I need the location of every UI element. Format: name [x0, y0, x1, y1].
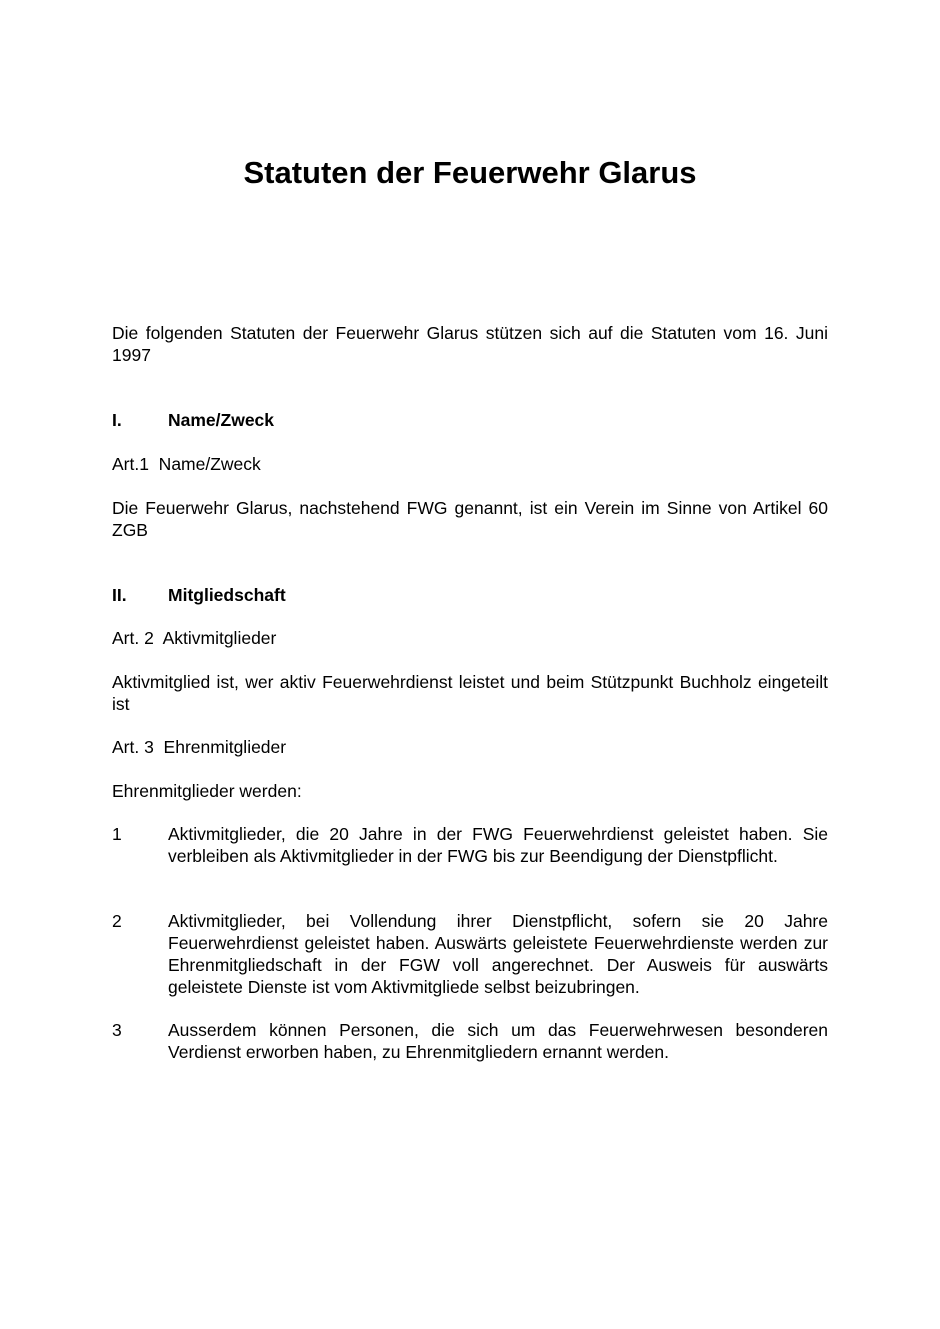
list-item: [112, 1019, 828, 1063]
section-heading-1: [112, 409, 828, 431]
article-text-1: Die Feuerwehr Glarus, nachstehend FWG genannt, ist ein Verein im Sinne von Artikel 60 ZGB: [112, 498, 828, 540]
list-item-text: Aktivmitglieder, bei Vollendung ihrer Dienstpflicht, sofern sie 20 Jahre Feuerwehrdienst geleistet haben. Auswärts geleistete Feuerwehrdienste werden zur Ehrenmitgliedschaft in der FGW voll angerechnet. Der Ausweis für auswärts geleistete Dienste ist vom Aktivmitgliede selbst beizubringen.: [168, 911, 828, 997]
article-label-3: Art. 3 Ehrenmitglieder: [112, 737, 287, 757]
section-heading-2: [112, 584, 828, 606]
section-title: Mitgliedschaft: [168, 585, 286, 605]
list-item-text: Ausserdem können Personen, die sich um das Feuerwehrwesen besonderen Verdienst erworben haben, zu Ehrenmitgliedern ernannt werden.: [168, 1020, 828, 1062]
section-number: II.: [112, 585, 127, 605]
list-item: [112, 910, 828, 998]
section-title: Name/Zweck: [168, 410, 275, 430]
article-text-3: Ehrenmitglieder werden:: [112, 781, 302, 801]
article-label-1: Art.1 Name/Zweck: [112, 454, 261, 474]
document-title: Statuten der Feuerwehr Glarus: [243, 155, 697, 190]
list-item-text: Aktivmitglieder, die 20 Jahre in der FWG Feuerwehrdienst geleistet haben. Sie verbleiben als Aktivmitglieder in der FWG bis zur Beendigung der Dienstpflicht.: [168, 824, 828, 866]
list-item-number: 3: [112, 1020, 122, 1040]
list-item-number: 1: [112, 824, 122, 844]
article-text-2: Aktivmitglied ist, wer aktiv Feuerwehrdienst leistet und beim Stützpunkt Buchholz eingeteilt ist: [112, 672, 828, 714]
article-label-2: Art. 2 Aktivmitglieder: [112, 628, 277, 648]
list-item-number: 2: [112, 911, 122, 931]
intro-paragraph: Die folgenden Statuten der Feuerwehr Glarus stützen sich auf die Statuten vom 16. Juni 1997: [112, 323, 828, 365]
section-number: I.: [112, 410, 122, 430]
list-item: [112, 823, 828, 867]
